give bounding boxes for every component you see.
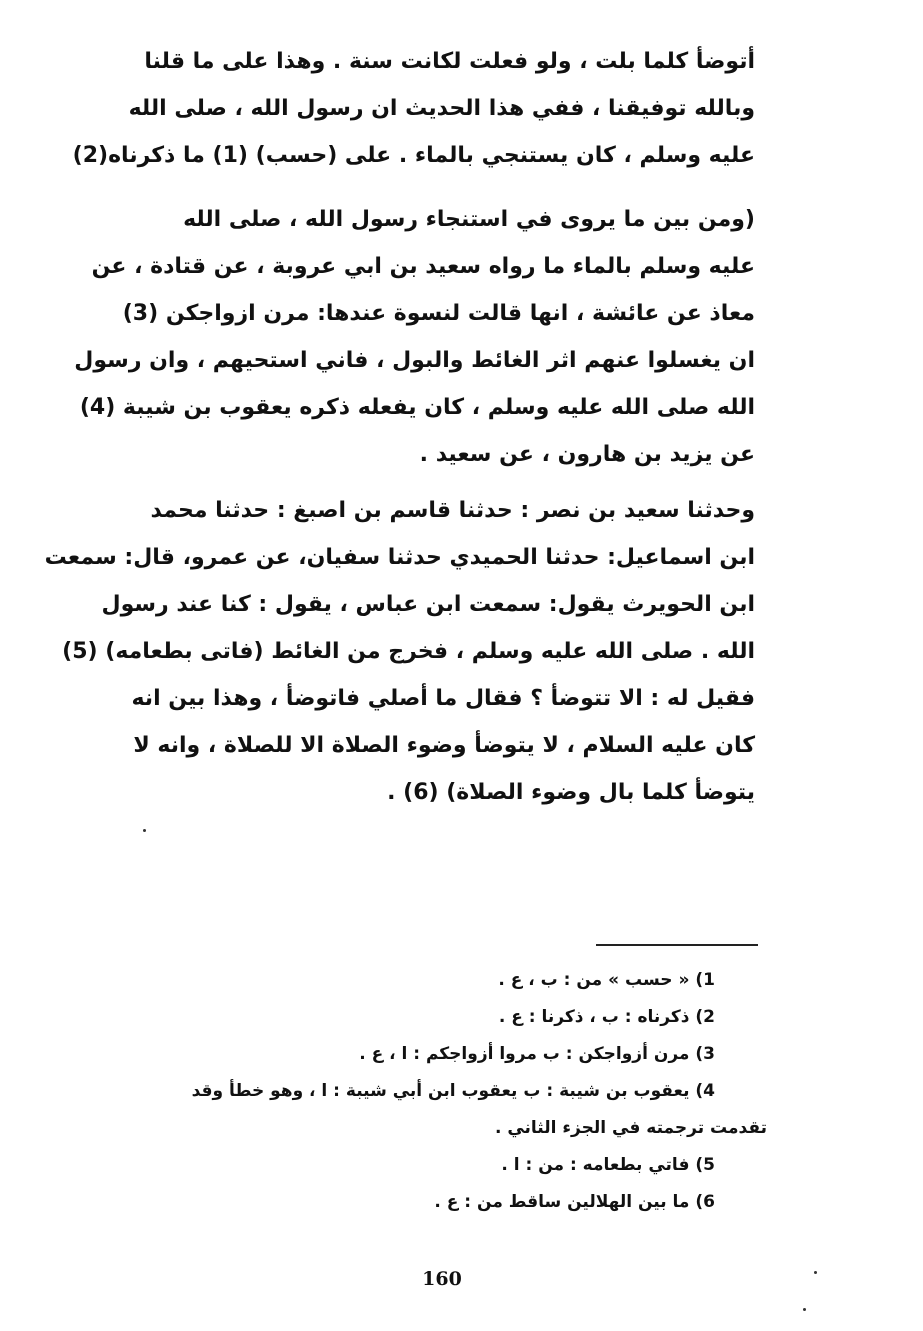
scan-speck: [814, 1271, 817, 1274]
paragraph: [44, 487, 755, 816]
footnotes: [95, 962, 767, 1221]
text-line: الله صلى الله عليه وسلم ، كان يفعله ذكره يعقوب بن شيبة (4): [79, 395, 755, 420]
scan-speck: [143, 829, 146, 832]
footnote-text: فاتي بطعامه : من : ا .: [501, 1155, 690, 1175]
footnote-number: 1): [695, 970, 715, 990]
paragraph: [74, 196, 755, 478]
paragraph: [72, 38, 755, 179]
footnote-text: يعقوب بن شيبة : ب يعقوب ابن أبي شيبة : ا ، وهو خطأ وقد: [191, 1081, 690, 1101]
footnote-text: « حسب » من : ب ، ع .: [498, 970, 690, 990]
footnote: [95, 1147, 715, 1184]
text-line: ابن اسماعيل: حدثنا الحميدي حدثنا سفيان، عن عمرو، قال: سمعت: [44, 545, 755, 570]
footnote: [95, 962, 715, 999]
text-line: وحدثنا سعيد بن نصر : حدثنا قاسم بن اصبغ : حدثنا محمد: [150, 498, 755, 523]
footnote: [95, 999, 715, 1036]
footnote: [95, 1036, 715, 1073]
scan-speck: [803, 1308, 806, 1311]
footnote: [95, 1184, 715, 1221]
footnote-text: ذكرناه : ب ، ذكرنا : ع .: [498, 1007, 690, 1027]
footnote-divider: [596, 944, 758, 946]
text-line: الله . صلى الله عليه وسلم ، فخرج من الغائط (فاتى بطعامه) (5): [62, 639, 755, 664]
footnote-text: مرن أزواجكن : ب مروا أزواجكم : ا ، ع .: [359, 1044, 690, 1064]
text-line: وبالله توفيقنا ، ففي هذا الحديث ان رسول الله ، صلى الله: [128, 96, 755, 121]
text-line: ان يغسلوا عنهم اثر الغائط والبول ، فاني استحيهم ، وان رسول: [74, 348, 755, 373]
footnote-number: 3): [695, 1044, 715, 1064]
text-line: عن يزيد بن هارون ، عن سعيد .: [419, 442, 755, 467]
text-line: فقيل له : الا تتوضأ ؟ فقال ما أصلي فاتوضأ ، وهذا بين انه: [131, 686, 755, 711]
text-line: كان عليه السلام ، لا يتوضأ وضوء الصلاة الا للصلاة ، وانه لا: [133, 733, 755, 758]
text-line: ابن الحويرث يقول: سمعت ابن عباس ، يقول : كنا عند رسول: [101, 592, 755, 617]
footnote: [95, 1073, 715, 1110]
footnote-text: ما بين الهلالين ساقط من : ع .: [434, 1192, 690, 1212]
text-line: معاذ عن عائشة ، انها قالت لنسوة عندها: مرن ازواجكن (3): [122, 301, 755, 326]
footnote-number: 5): [695, 1155, 715, 1175]
page-number: 160: [422, 1268, 462, 1290]
text-line: يتوضأ كلما بال وضوء الصلاة) (6) .: [387, 780, 755, 805]
text-line: عليه وسلم ، كان يستنجي بالماء . على (حسب) (1) ما ذكرناه(2): [72, 143, 755, 168]
footnote-number: 4): [695, 1081, 715, 1101]
footnote-number: 2): [695, 1007, 715, 1027]
footnote-continuation: تقدمت ترجمته في الجزء الثاني .: [494, 1118, 767, 1138]
text-line: أتوضأ كلما بلت ، ولو فعلت لكانت سنة . وهذا على ما قلنا: [144, 49, 755, 74]
text-line: عليه وسلم بالماء ما رواه سعيد بن ابي عروبة ، عن قتادة ، عن: [91, 254, 755, 279]
text-line: (ومن بين ما يروى في استنجاء رسول الله ، صلى الله: [183, 207, 755, 232]
footnote-number: 6): [695, 1192, 715, 1212]
